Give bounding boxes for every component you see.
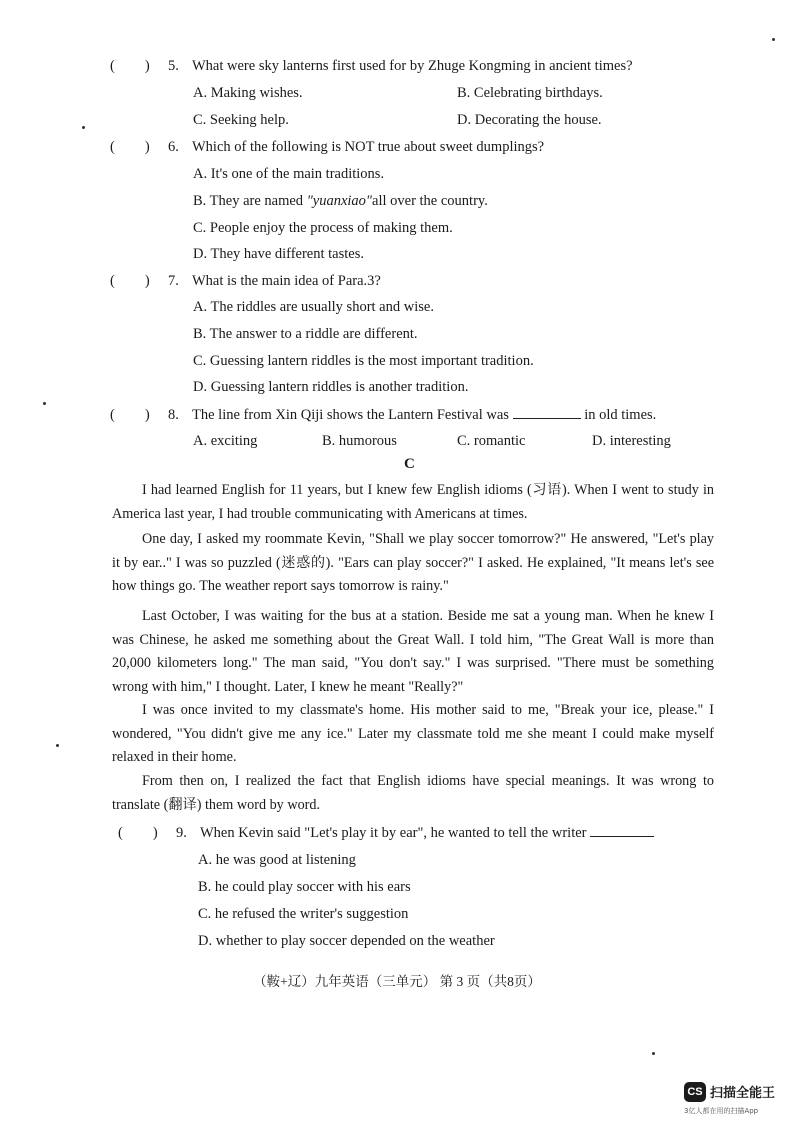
- passage-paragraph-2: One day, I asked my roommate Kevin, "Shall we play soccer tomorrow?" He answered, "Let's play it by ear.." I was so puzzled (迷惑的). "Ears can play soccer?" I asked. He explained, "It means let's see how things go. The weather report says tomorrow is rainy.": [112, 531, 714, 595]
- question-number: 5.: [168, 58, 179, 74]
- option-d: D. Decorating the house.: [457, 112, 602, 128]
- question-number: 8.: [168, 407, 179, 423]
- option-d: D. Guessing lantern riddles is another tradition.: [193, 379, 469, 395]
- option-c: C. he refused the writer's suggestion: [198, 906, 409, 922]
- passage-paragraph-5: From then on, I realized the fact that English idioms have special meanings. It was wrong to translate (翻译) them word by word.: [112, 773, 714, 813]
- question-stem-tail: in old times.: [584, 407, 657, 423]
- fill-blank[interactable]: [590, 822, 654, 837]
- scanner-app-name: 扫描全能王: [710, 1086, 776, 1101]
- question-7: [110, 271, 381, 291]
- passage-paragraph-3: Last October, I was waiting for the bus at a station. Beside me sat a young man. When he knew I was Chinese, he asked me something about the Great Wall. I told him, "The Great Wall is more than 20,000 kilometers long." The man said, "You don't say." I was surprised. "There must be something wrong with him," I thought. Later, I knew he meant "Really?": [112, 608, 714, 695]
- question-5: [110, 56, 633, 76]
- question-8: [110, 404, 656, 425]
- question-stem: The line from Xin Qiji shows the Lantern Festival was: [192, 407, 509, 423]
- passage-paragraph-1: I had learned English for 11 years, but I knew few English idioms (习语). When I went to study in America last year, I had trouble communicating with Americans at times.: [112, 482, 714, 522]
- passage-paragraph-4: I was once invited to my classmate's home. His mother said to me, "Break your ice, please." I wondered, "You didn't give me any ice." Later my classmate told me she meant I could make myself relaxed in their home.: [112, 702, 714, 766]
- answer-blank[interactable]: ( ): [110, 58, 150, 74]
- option-a: A. The riddles are usually short and wise.: [193, 299, 434, 315]
- option-b: B. They are named "yuanxiao"all over the country.: [193, 193, 488, 209]
- question-stem: When Kevin said "Let's play it by ear", he wanted to tell the writer: [200, 825, 587, 841]
- question-stem: What is the main idea of Para.3?: [192, 273, 381, 289]
- option-b: B. The answer to a riddle are different.: [193, 326, 418, 342]
- option-a: A. Making wishes.: [193, 85, 303, 101]
- option-d: D. whether to play soccer depended on the weather: [198, 933, 495, 949]
- scan-speck: [82, 126, 85, 129]
- option-b: B. he could play soccer with his ears: [198, 879, 411, 895]
- scan-speck: [43, 402, 46, 405]
- question-stem: What were sky lanterns first used for by Zhuge Kongming in ancient times?: [192, 58, 633, 74]
- answer-blank[interactable]: ( ): [110, 139, 150, 155]
- scan-speck: [56, 744, 59, 747]
- section-heading: C: [404, 456, 415, 472]
- scanner-tagline: 3亿人都在用的扫描App: [684, 1107, 759, 1115]
- scan-speck: [772, 38, 775, 41]
- scan-speck: [652, 1052, 655, 1055]
- option-c: C. romantic: [457, 433, 526, 449]
- question-number: 6.: [168, 139, 179, 155]
- option-b: B. humorous: [322, 433, 397, 449]
- question-6: [110, 137, 544, 157]
- page-footer: （鞍+辽）九年英语（三单元） 第 3 页（共8页）: [253, 974, 541, 989]
- option-a: A. exciting: [193, 433, 258, 449]
- scanner-watermark: [684, 1080, 784, 1116]
- answer-blank[interactable]: ( ): [110, 273, 150, 289]
- answer-blank[interactable]: ( ): [118, 825, 158, 841]
- option-d: D. They have different tastes.: [193, 246, 364, 262]
- option-b: B. Celebrating birthdays.: [457, 85, 603, 101]
- camscanner-logo-icon: CS: [684, 1082, 706, 1102]
- question-9: [118, 822, 654, 843]
- question-number: 7.: [168, 273, 179, 289]
- option-a: A. It's one of the main traditions.: [193, 166, 385, 182]
- option-c: C. Guessing lantern riddles is the most important tradition.: [193, 353, 534, 369]
- option-c: C. People enjoy the process of making them.: [193, 220, 453, 236]
- question-number: 9.: [176, 825, 187, 841]
- answer-blank[interactable]: ( ): [110, 407, 150, 423]
- question-stem: Which of the following is NOT true about sweet dumplings?: [192, 139, 545, 155]
- option-d: D. interesting: [592, 433, 671, 449]
- fill-blank[interactable]: [513, 404, 581, 419]
- option-c: C. Seeking help.: [193, 112, 289, 128]
- option-a: A. he was good at listening: [198, 852, 356, 868]
